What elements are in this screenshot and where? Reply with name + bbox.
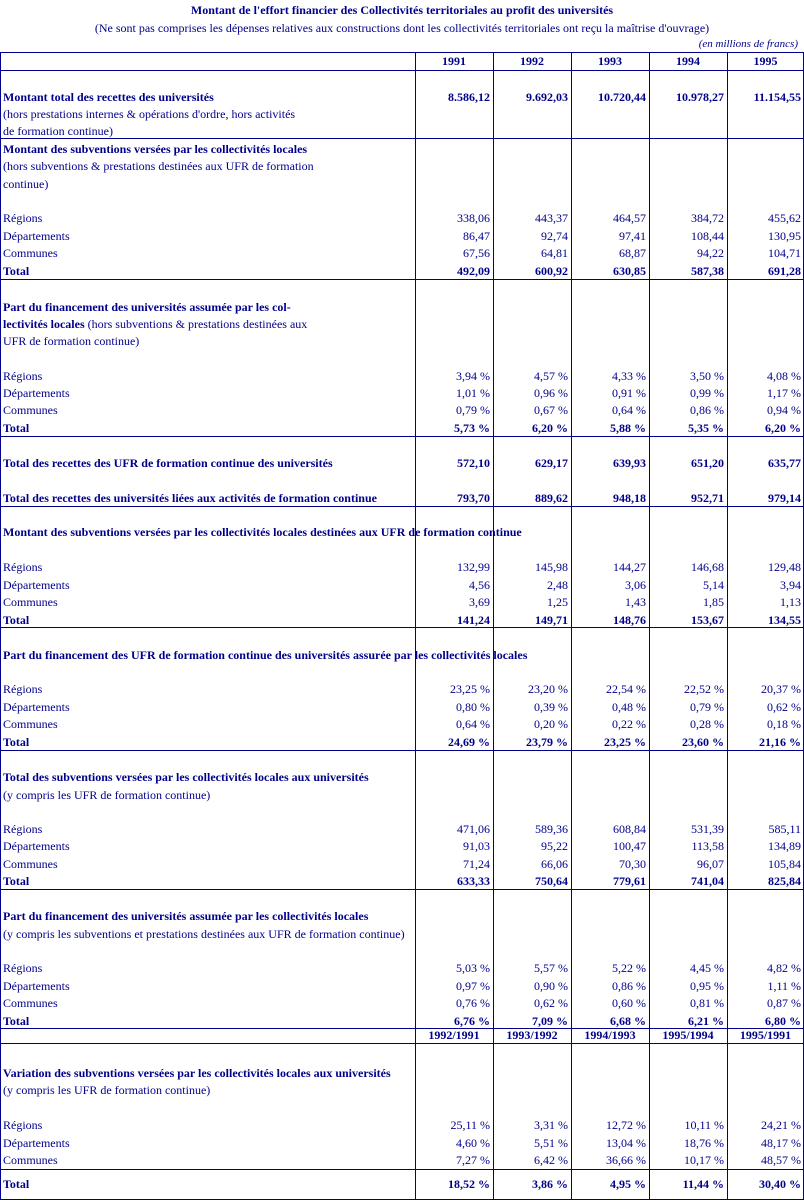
row-value-2: 3,31 %	[534, 1118, 568, 1132]
row-value-3: 5,22 %	[612, 961, 646, 975]
variation-header-5: 1995/1991	[739, 1028, 792, 1042]
row-value-1: 4,56	[469, 578, 490, 592]
section-title: Montant total des recettes des universités	[3, 90, 214, 104]
row-value-4: 153,67	[691, 613, 724, 627]
row-value-2: 2,48	[547, 578, 568, 592]
section-title: Part du financement des UFR de formation continue des universités assurée par les collectivités locales	[3, 648, 528, 662]
row-value-4: 94,22	[697, 246, 724, 260]
row-value-4: 96,07	[697, 857, 724, 871]
row-value-3: 5,88 %	[610, 421, 646, 435]
section-subtitle: (y compris les subventions et prestations destinées aux UFR de formation continue)	[3, 927, 405, 941]
row-value-5: 134,55	[768, 613, 801, 627]
row-value-3: 608,84	[613, 822, 646, 836]
row-label: Total	[3, 1177, 30, 1191]
row-label: Départements	[3, 839, 70, 853]
row-label: Communes	[3, 717, 58, 731]
row-label: Régions	[3, 822, 43, 836]
row-value-4: 1,85	[703, 595, 724, 609]
continuing-ed-revenue-5: 979,14	[768, 491, 801, 505]
row-label: Régions	[3, 211, 43, 225]
row-value-3: 100,47	[613, 839, 646, 853]
year-header-5: 1995	[753, 54, 778, 68]
row-value-2: 92,74	[541, 229, 568, 243]
row-value-2: 0,90 %	[534, 979, 568, 993]
row-value-3: 779,61	[613, 874, 646, 888]
row-value-4: 384,72	[691, 211, 724, 225]
section-subtitle: continue)	[3, 177, 49, 191]
row-value-2: 750,64	[535, 874, 568, 888]
row-value-2: 5,57 %	[534, 961, 568, 975]
row-value-3: 0,48 %	[612, 700, 646, 714]
row-value-4: 108,44	[691, 229, 724, 243]
row-value-3: 630,85	[613, 264, 646, 278]
row-value-5: 134,89	[768, 839, 801, 853]
continuing-ed-revenue-4: 952,71	[691, 491, 724, 505]
row-value-4: 5,35 %	[688, 421, 724, 435]
section-title: Montant des subventions versées par les collectivités locales destinées aux UFR de formation continue	[3, 525, 522, 539]
row-value-1: 338,06	[457, 211, 490, 225]
row-value-2: 6,42 %	[534, 1153, 568, 1167]
row-divider	[0, 1169, 804, 1170]
row-value-1: 1,01 %	[456, 386, 490, 400]
row-value-5: 3,94	[780, 578, 801, 592]
row-value-3: 6,68 %	[610, 1014, 646, 1028]
row-value-5: 30,40 %	[759, 1177, 801, 1191]
row-value-2: 149,71	[535, 613, 568, 627]
section-subtitle: (y compris les UFR de formation continue)	[3, 1083, 211, 1097]
row-value-2: 5,51 %	[534, 1136, 568, 1150]
unit-note: (en millions de francs)	[698, 38, 798, 50]
row-value-4: 23,60 %	[682, 735, 724, 749]
row-value-1: 633,33	[457, 874, 490, 888]
row-value-4: 5,14	[703, 578, 724, 592]
row-label: Total	[3, 613, 30, 627]
row-value-3: 23,25 %	[604, 735, 646, 749]
row-value-4: 6,21 %	[688, 1014, 724, 1028]
row-value-1: 91,03	[463, 839, 490, 853]
row-value-3: 0,91 %	[612, 386, 646, 400]
row-value-5: 691,28	[768, 264, 801, 278]
row-value-1: 67,56	[463, 246, 490, 260]
row-label: Total	[3, 421, 30, 435]
row-value-4: 3,50 %	[690, 369, 724, 383]
row-value-3: 3,06	[625, 578, 646, 592]
row-value-3: 4,95 %	[610, 1177, 646, 1191]
row-value-5: 48,17 %	[761, 1136, 801, 1150]
row-value-1: 71,24	[463, 857, 490, 871]
row-value-5: 4,08 %	[767, 369, 801, 383]
row-value-1: 492,09	[457, 264, 490, 278]
row-value-4: 146,68	[691, 560, 724, 574]
row-label: Régions	[3, 961, 43, 975]
row-label: Départements	[3, 700, 70, 714]
row-label: Communes	[3, 595, 58, 609]
row-value-2: 0,39 %	[534, 700, 568, 714]
row-value-2: 0,67 %	[534, 403, 568, 417]
row-label: Communes	[3, 857, 58, 871]
row-value-5: 585,11	[768, 822, 801, 836]
row-label: Total	[3, 735, 30, 749]
total-revenue-3: 10.720,44	[598, 90, 646, 104]
row-value-4: 0,95 %	[690, 979, 724, 993]
row-value-2: 23,20 %	[528, 682, 568, 696]
row-value-1: 132,99	[457, 560, 490, 574]
section-title: lectivités locales (hors subventions & prestations destinées aux	[3, 317, 308, 331]
row-value-5: 0,62 %	[767, 700, 801, 714]
row-value-5: 1,13	[780, 595, 801, 609]
section-subtitle: (y compris les UFR de formation continue)	[3, 788, 211, 802]
row-label: Départements	[3, 578, 70, 592]
row-value-1: 18,52 %	[448, 1177, 490, 1191]
row-value-5: 129,48	[768, 560, 801, 574]
row-value-1: 0,76 %	[456, 996, 490, 1010]
row-value-1: 3,94 %	[456, 369, 490, 383]
row-value-1: 141,24	[457, 613, 490, 627]
page-title: Montant de l'effort financier des Collectivités territoriales au profit des universités	[190, 3, 614, 17]
row-label: Total	[3, 874, 30, 888]
row-value-4: 22,52 %	[684, 682, 724, 696]
row-label: Communes	[3, 246, 58, 260]
row-value-2: 7,09 %	[532, 1014, 568, 1028]
row-value-4: 10,11 %	[684, 1118, 724, 1132]
row-value-2: 4,57 %	[534, 369, 568, 383]
row-value-5: 130,95	[768, 229, 801, 243]
row-value-3: 148,76	[613, 613, 646, 627]
row-value-1: 25,11 %	[450, 1118, 490, 1132]
row-value-1: 471,06	[457, 822, 490, 836]
total-revenue-1: 8.586,12	[448, 90, 490, 104]
section-subtitle: (hors subventions & prestations destinées aux	[84, 317, 308, 331]
row-value-4: 587,38	[691, 264, 724, 278]
section-subtitle: (hors prestations internes & opérations d'ordre, hors activités	[3, 107, 296, 121]
row-value-3: 0,64 %	[612, 403, 646, 417]
row-label: Total	[3, 264, 30, 278]
row-value-1: 23,25 %	[450, 682, 490, 696]
total-revenue-2: 9.692,03	[526, 90, 568, 104]
row-value-2: 1,25	[547, 595, 568, 609]
row-value-5: 6,80 %	[765, 1014, 801, 1028]
row-value-1: 86,47	[463, 229, 490, 243]
row-label: Départements	[3, 1136, 70, 1150]
ufr-revenue-1: 572,10	[457, 456, 490, 470]
variation-header-1: 1992/1991	[428, 1028, 480, 1042]
row-value-4: 18,76 %	[684, 1136, 724, 1150]
ufr-revenue-3: 639,93	[613, 456, 646, 470]
row-value-4: 0,79 %	[690, 700, 724, 714]
row-value-3: 144,27	[613, 560, 646, 574]
continuing-ed-revenue-2: 889,62	[535, 491, 568, 505]
section-title: Total des subventions versées par les collectivités locales aux universités	[3, 770, 369, 784]
row-value-5: 1,17 %	[767, 386, 801, 400]
row-value-1: 0,79 %	[456, 403, 490, 417]
page-subtitle: (Ne sont pas comprises les dépenses relatives aux constructions dont les collectivités territoriales ont reçu la maîtrise d'ouvrage)	[94, 21, 710, 35]
row-value-5: 1,11 %	[767, 979, 801, 993]
row-value-1: 3,69	[469, 595, 490, 609]
row-value-2: 66,06	[541, 857, 568, 871]
year-header-1: 1991	[442, 54, 466, 68]
row-value-1: 7,27 %	[456, 1153, 490, 1167]
row-value-2: 600,92	[535, 264, 568, 278]
continuing-ed-revenue-1: 793,70	[457, 491, 490, 505]
row-value-2: 0,62 %	[534, 996, 568, 1010]
year-header-4: 1994	[676, 54, 700, 68]
ufr-revenue-5: 635,77	[768, 456, 801, 470]
row-value-2: 145,98	[535, 560, 568, 574]
ufr-revenue-2: 629,17	[535, 456, 568, 470]
ufr-revenue-4: 651,20	[691, 456, 724, 470]
row-value-1: 0,80 %	[456, 700, 490, 714]
section-title: Total des recettes des universités liées aux activités de formation continue	[3, 491, 377, 505]
row-value-3: 22,54 %	[606, 682, 646, 696]
section-title: Montant des subventions versées par les collectivités locales	[3, 142, 308, 156]
row-value-5: 104,71	[768, 246, 801, 260]
row-value-1: 0,97 %	[456, 979, 490, 993]
row-value-4: 0,81 %	[690, 996, 724, 1010]
row-value-4: 10,17 %	[684, 1153, 724, 1167]
row-label: Départements	[3, 979, 70, 993]
row-label: Départements	[3, 386, 70, 400]
row-value-1: 5,73 %	[454, 421, 490, 435]
row-value-4: 11,44 %	[682, 1177, 724, 1191]
variation-header-4: 1995/1994	[662, 1028, 714, 1042]
row-value-2: 23,79 %	[526, 735, 568, 749]
row-value-3: 68,87	[619, 246, 646, 260]
row-value-3: 70,30	[619, 857, 646, 871]
section-title: Total des recettes des UFR de formation continue des universités	[3, 456, 333, 470]
section-subtitle: de formation continue)	[3, 124, 113, 138]
variation-header-2: 1993/1992	[506, 1028, 558, 1042]
row-value-3: 0,22 %	[612, 717, 646, 731]
row-value-1: 24,69 %	[448, 735, 490, 749]
row-value-4: 741,04	[691, 874, 724, 888]
row-divider	[0, 138, 804, 139]
section-subtitle: (hors subventions & prestations destinées aux UFR de formation	[3, 159, 314, 173]
row-value-2: 95,22	[541, 839, 568, 853]
row-value-5: 0,87 %	[767, 996, 801, 1010]
row-value-2: 0,96 %	[534, 386, 568, 400]
row-divider	[0, 70, 804, 71]
row-value-5: 48,57 %	[761, 1153, 801, 1167]
row-value-5: 6,20 %	[765, 421, 801, 435]
row-value-3: 4,33 %	[612, 369, 646, 383]
row-value-3: 12,72 %	[606, 1118, 646, 1132]
row-label: Régions	[3, 682, 43, 696]
row-value-5: 455,62	[768, 211, 801, 225]
row-value-3: 464,57	[613, 211, 646, 225]
row-value-5: 20,37 %	[761, 682, 801, 696]
row-value-2: 589,36	[535, 822, 568, 836]
row-value-2: 6,20 %	[532, 421, 568, 435]
row-value-2: 64,81	[541, 246, 568, 260]
row-label: Régions	[3, 1118, 43, 1132]
row-value-3: 97,41	[619, 229, 646, 243]
row-value-5: 825,84	[768, 874, 801, 888]
row-value-4: 4,45 %	[690, 961, 724, 975]
row-label: Départements	[3, 229, 70, 243]
total-revenue-4: 10.978,27	[676, 90, 724, 104]
row-value-5: 24,21 %	[761, 1118, 801, 1132]
row-label: Régions	[3, 560, 43, 574]
continuing-ed-revenue-3: 948,18	[613, 491, 646, 505]
row-value-2: 0,20 %	[534, 717, 568, 731]
year-header-2: 1992	[520, 54, 544, 68]
column-divider	[0, 52, 1, 1200]
section-title: Part du financement des universités assumée par les collectivités locales	[3, 909, 369, 923]
row-label: Communes	[3, 403, 58, 417]
section-title: Part du financement des universités assumée par les col-	[3, 300, 291, 314]
row-value-1: 0,64 %	[456, 717, 490, 731]
row-label: Régions	[3, 369, 43, 383]
row-label: Communes	[3, 1153, 58, 1167]
row-value-4: 0,99 %	[690, 386, 724, 400]
section-title: Variation des subventions versées par les collectivités locales aux universités	[3, 1066, 391, 1080]
row-value-4: 0,28 %	[690, 717, 724, 731]
row-value-1: 6,76 %	[454, 1014, 490, 1028]
row-value-3: 13,04 %	[606, 1136, 646, 1150]
row-value-5: 4,82 %	[767, 961, 801, 975]
row-value-2: 3,86 %	[532, 1177, 568, 1191]
row-value-3: 36,66 %	[606, 1153, 646, 1167]
row-label: Communes	[3, 996, 58, 1010]
row-value-5: 105,84	[768, 857, 801, 871]
row-value-3: 0,86 %	[612, 979, 646, 993]
row-value-4: 0,86 %	[690, 403, 724, 417]
variation-header-3: 1994/1993	[584, 1028, 636, 1042]
row-value-3: 0,60 %	[612, 996, 646, 1010]
row-value-4: 113,58	[691, 839, 724, 853]
row-value-4: 531,39	[691, 822, 724, 836]
row-value-5: 0,94 %	[767, 403, 801, 417]
row-value-1: 5,03 %	[456, 961, 490, 975]
year-header-3: 1993	[598, 54, 622, 68]
row-value-5: 0,18 %	[767, 717, 801, 731]
row-value-5: 21,16 %	[759, 735, 801, 749]
row-label: Total	[3, 1014, 30, 1028]
row-value-2: 443,37	[535, 211, 568, 225]
row-value-3: 1,43	[625, 595, 646, 609]
row-value-1: 4,60 %	[456, 1136, 490, 1150]
total-revenue-5: 11.154,55	[753, 90, 801, 104]
section-subtitle: UFR de formation continue)	[3, 334, 140, 348]
